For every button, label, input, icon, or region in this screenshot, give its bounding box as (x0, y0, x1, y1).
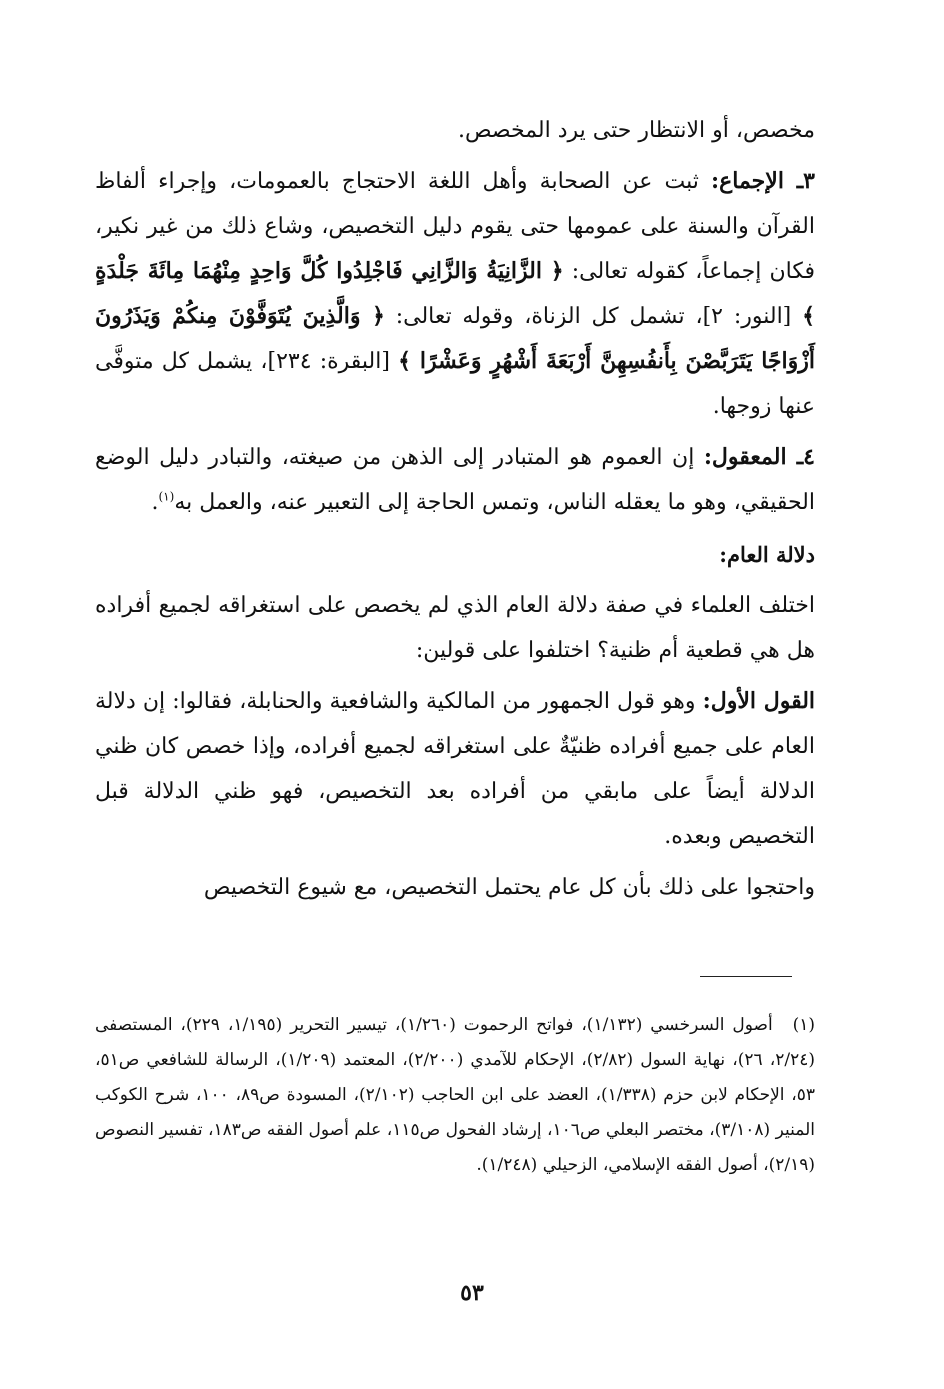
ijma-text-c: [البقرة: ٢٣٤]، يشمل كل متوفَّى عنها زوجها. (95, 349, 815, 419)
page-body (95, 108, 815, 910)
paragraph-maqul (95, 435, 815, 525)
ikhtilaf-text: اختلف العلماء في صفة دلالة العام الذي لم يخصص على استغراقه لجميع أفراده هل هي قطعية أم ظنية؟ اختلفوا على قولين: (95, 593, 815, 663)
footnote-item (95, 1008, 815, 1183)
maqul-end: . (151, 490, 159, 515)
footnote-divider (700, 976, 792, 977)
paragraph-ijma (95, 159, 815, 429)
quran-verse-2: ﴿ وَالَّذِينَ يُتَوَفَّوْنَ مِنكُمْ وَيَذَرُونَ أَزْوَاجًا يَتَرَبَّصْنَ بِأَنفُسِهِنَّ أَرْبَعَةَ أَشْهُرٍ وَعَشْرًا ﴾ (95, 303, 815, 374)
paragraph-evidence (95, 865, 815, 910)
paragraph-ikhtilaf (95, 583, 815, 673)
ijma-text-a: ثبت عن الصحابة وأهل اللغة الاحتجاج بالعمومات، وإجراء ألفاظ القرآن والسنة على عمومها حتى يقوم دليل التخصيص، وشاع ذلك من غير نكير، فكان إجماعاً، كقوله تعالى: (95, 169, 815, 284)
quran-verse-1: ﴿ الزَّانِيَةُ وَالزَّانِي فَاجْلِدُوا كُلَّ وَاحِدٍ مِنْهُمَا مِائَةَ جَلْدَةٍ ﴾ (95, 258, 815, 329)
footnote-number: (١) (792, 1015, 816, 1035)
paragraph-first-opinion (95, 679, 815, 859)
ijma-label: ٣ـ الإجماع: (711, 168, 815, 194)
ijma-text-b: [النور: ٢]، تشمل كل الزناة، وقوله تعالى: (395, 304, 792, 329)
footnote-text: أصول السرخسي (١/١٣٢)، فواتح الرحموت (١/٢٦٠)، تيسير التحرير (١/١٩٥، ٢٢٩)، المستصفى (٢/٢٤، ٢٦)، نهاية السول (٢/٨٢)، الإحكام للآمدي (٢/٢٠٠)، المعتمد (١/٢٠٩)، الرسالة للشافعي ص٥١، ٥٣، الإحكام لابن حزم (١/٣٣٨)، العضد على ابن الحاجب (٢/١٠٢)، المسودة ص٨٩، ١٠٠، شرح الكوكب المنير (٣/١٠٨)، مختصر البعلي ص١٠٦، إرشاد الفحول ص١١٥، علم أصول الفقه ص١٨٣، تفسير النصوص (٢/١٩)، أصول الفقه الإسلامي، الزحيلي (١/٢٤٨). (95, 1015, 816, 1175)
paragraph-1-text: مخصص، أو الانتظار حتى يرد المخصص. (457, 118, 815, 143)
footnote-ref-1[interactable]: (١) (158, 489, 175, 504)
maqul-label: ٤ـ المعقول: (703, 444, 815, 470)
first-opinion-label: القول الأول: (702, 688, 816, 714)
footnotes (95, 1008, 815, 1183)
maqul-text: إن العموم هو المتبادر إلى الذهن من صيغته، والتبادر دليل الوضع الحقيقي، وهو ما يعقله الناس، وتمس الحاجة إلى التعبير عنه، والعمل به (95, 445, 815, 515)
first-opinion-text: وهو قول الجمهور من المالكية والشافعية والحنابلة، فقالوا: إن دلالة العام على جميع أفراده ظنيّةٌ على استغراقه لجميع أفراده، وإذا خصص كان ظني الدلالة أيضاً على مابقي من أفراده بعد التخصيص، فهو ظني الدلالة قبل التخصيص وبعده. (95, 689, 815, 849)
evidence-text: واحتجوا على ذلك بأن كل عام يحتمل التخصيص، مع شيوع التخصيص (203, 875, 815, 900)
page-number: ٥٣ (460, 1280, 484, 1306)
paragraph-1 (95, 108, 815, 153)
section-heading: دلالة العام: (719, 542, 815, 567)
